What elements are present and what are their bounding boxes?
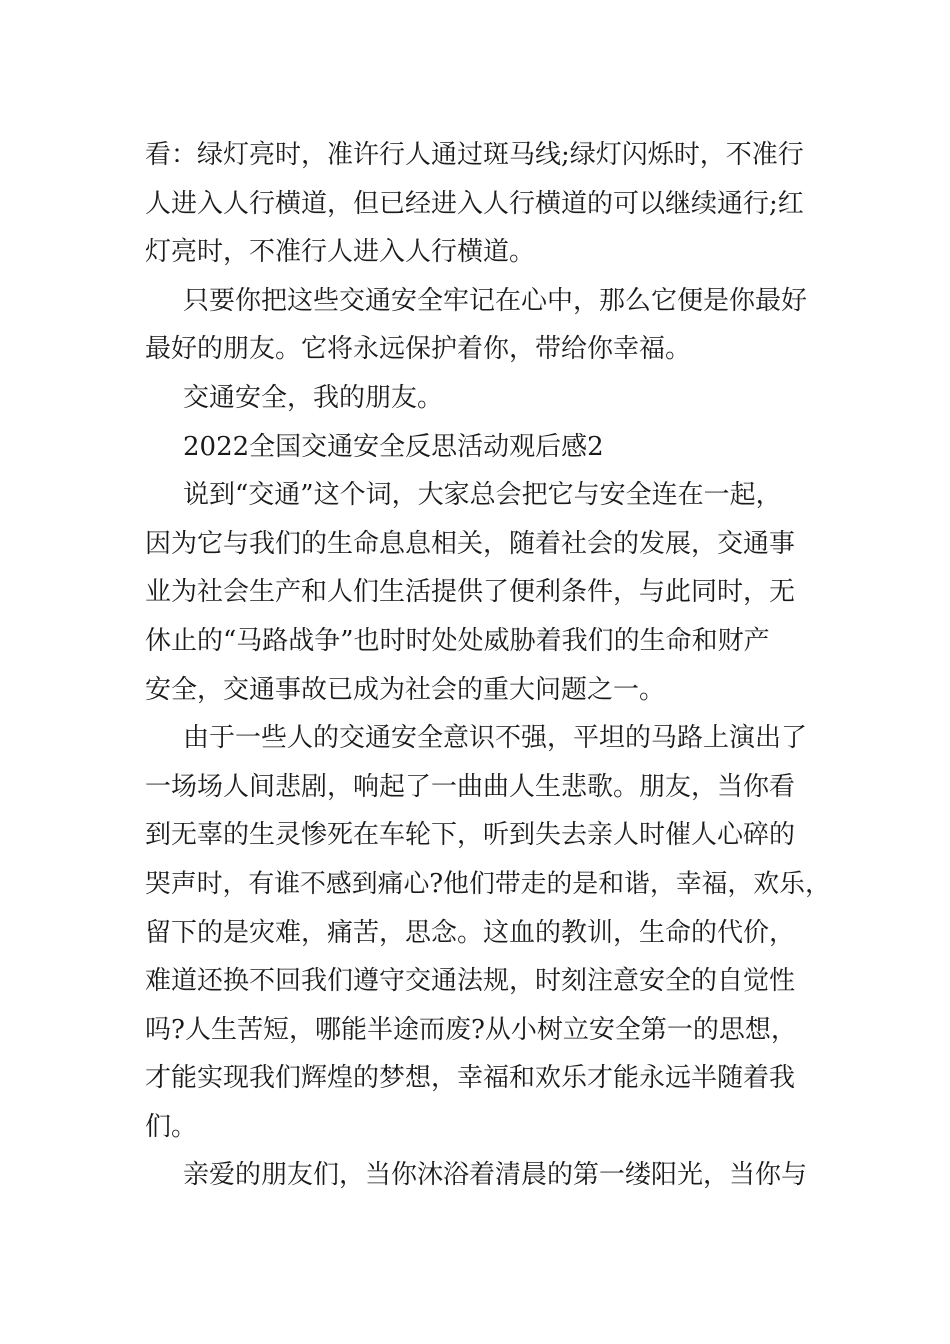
document-body — [145, 131, 831, 1200]
text-line: 难道还换不回我们遵守交通法规，时刻注意安全的自觉性 — [145, 966, 796, 997]
text-line: 留下的是灾难，痛苦，思念。这血的教训，生命的代价， — [145, 917, 796, 948]
paragraph-first-line: 亲爱的朋友们，当你沐浴着清晨的第一缕阳光，当你与 — [183, 1160, 808, 1191]
text-line: 因为它与我们的生命息息相关，随着社会的发展，交通事 — [145, 528, 796, 559]
paragraph-first-line: 由于一些人的交通安全意识不强，平坦的马路上演出了 — [183, 723, 808, 754]
text-line: 休止的“马路战争”也时时处处威胁着我们的生命和财产 — [145, 625, 770, 656]
text-line: 吗?人生苦短，哪能半途而废?从小树立安全第一的思想， — [145, 1014, 797, 1045]
section-heading: 2022全国交通安全反思活动观后感2 — [183, 431, 604, 462]
text-line: 才能实现我们辉煌的梦想，幸福和欢乐才能永远半随着我 — [145, 1063, 796, 1094]
paragraph-first-line: 说到“交通”这个词，大家总会把它与安全连在一起， — [183, 480, 782, 511]
text-line: 哭声时，有谁不感到痛心?他们带走的是和谐，幸福，欢乐， — [145, 868, 831, 899]
text-line: 人进入人行横道，但已经进入人行横道的可以继续通行;红 — [145, 188, 804, 219]
text-line: 看：绿灯亮时，准许行人通过斑马线;绿灯闪烁时，不准行 — [145, 140, 804, 170]
text-line: 一场场人间悲剧，响起了一曲曲人生悲歌。朋友，当你看 — [145, 771, 796, 802]
text-line: 到无辜的生灵惨死在车轮下，听到失去亲人时催人心碎的 — [145, 820, 796, 851]
paragraph-first-line: 交通安全，我的朋友。 — [183, 382, 444, 413]
text-line: 安全，交通事故已成为社会的重大问题之一。 — [145, 674, 666, 705]
text-line: 们。 — [145, 1111, 198, 1142]
text-line: 业为社会生产和人们生活提供了便利条件，与此同时，无 — [145, 577, 796, 608]
text-line: 最好的朋友。它将永远保护着你，带给你幸福。 — [145, 334, 692, 365]
paragraph-first-line: 只要你把这些交通安全牢记在心中，那么它便是你最好 — [183, 285, 808, 316]
text-line: 灯亮时，不准行人进入人行横道。 — [145, 237, 536, 268]
